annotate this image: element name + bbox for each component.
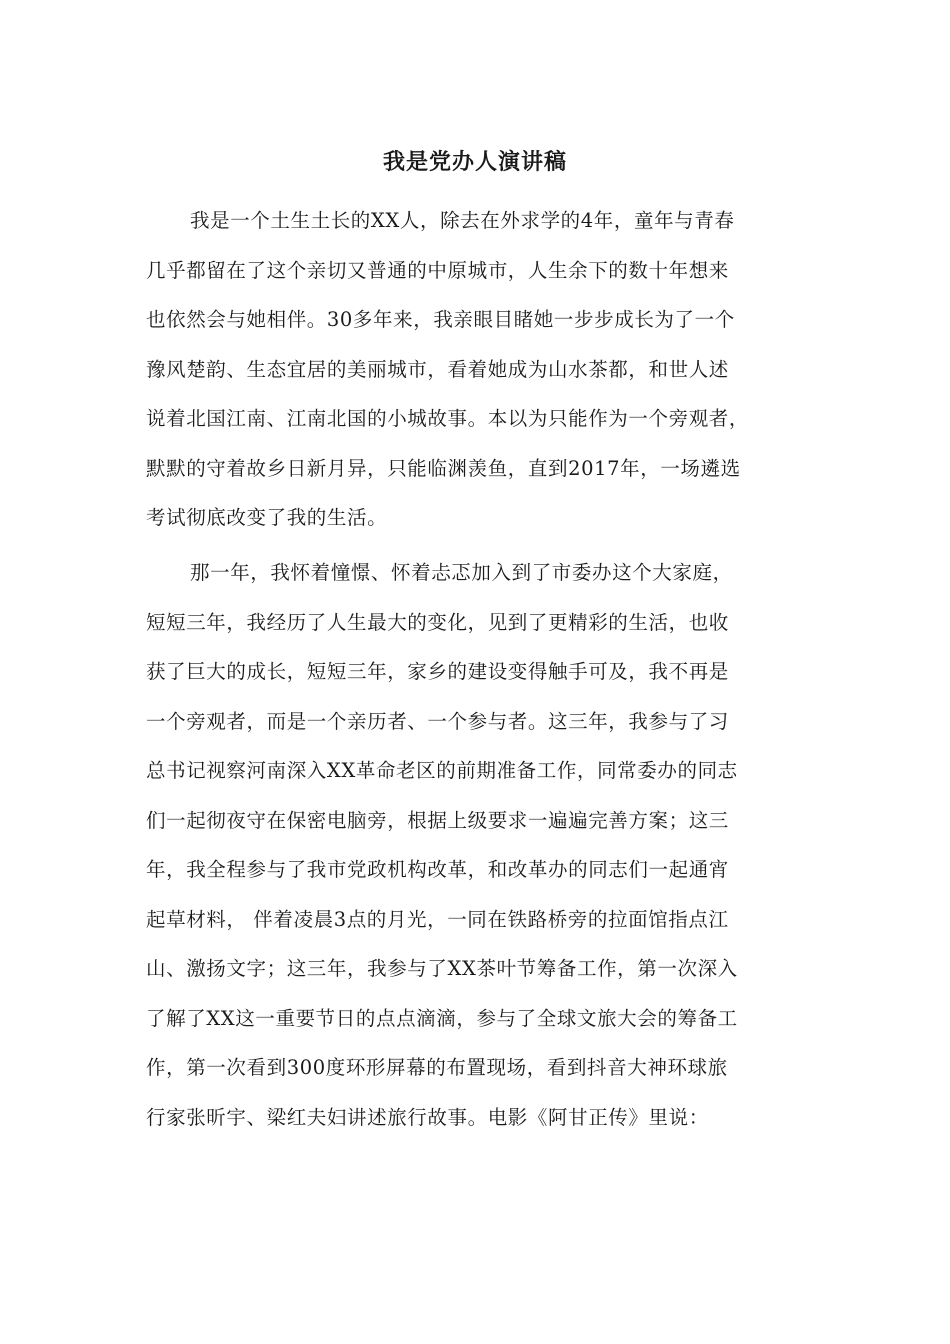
document-title: 我是党办人演讲稿 [382, 149, 567, 175]
paragraph-line: 默默的守着故乡日新月异，只能临渊羡鱼，直到2017年，一场遴选 [146, 456, 741, 480]
paragraph-line: 我是一个土生土长的XX人，除去在外求学的4年，童年与青春 [190, 209, 735, 232]
paragraph-line: 作，第一次看到300度环形屏幕的布置现场，看到抖音大神环球旅 [146, 1056, 728, 1079]
paragraph-1 [146, 196, 806, 543]
paragraph-line: 那一年，我怀着憧憬、怀着忐忑加入到了市委办这个大家庭， [190, 561, 733, 584]
paragraph-line: 年，我全程参与了我市党政机构改革，和改革办的同志们一起通宵 [146, 858, 729, 881]
paragraph-line: 起草材料， 伴着凌晨3点的月光，一同在铁路桥旁的拉面馆指点江 [146, 907, 729, 931]
paragraph-line: 获了巨大的成长，短短三年，家乡的建设变得触手可及，我不再是 [146, 660, 729, 683]
paragraph-line: 行家张昕宇、梁红夫妇讲述旅行故事。电影《阿甘正传》里说： [146, 1105, 709, 1129]
paragraph-line: 总书记视察河南深入XX革命老区的前期准备工作，同常委办的同志 [146, 759, 738, 782]
paragraph-line: 几乎都留在了这个亲切又普通的中原城市，人生余下的数十年想来 [146, 258, 729, 282]
paragraph-line: 一个旁观者，而是一个亲历者、一个参与者。这三年，我参与了习 [146, 709, 729, 733]
paragraph-line: 考试彻底改变了我的生活。 [146, 506, 388, 529]
paragraph-line: 们一起彻夜守在保密电脑旁，根据上级要求一遍遍完善方案；这三 [146, 808, 729, 832]
paragraph-line: 短短三年，我经历了人生最大的变化，见到了更精彩的生活，也收 [146, 610, 729, 634]
paragraph-line: 说着北国江南、江南北国的小城故事。本以为只能作为一个旁观者， [146, 407, 750, 430]
paragraph-line: 山、激扬文字；这三年，我参与了XX茶叶节筹备工作，第一次深入 [146, 957, 738, 980]
paragraph-2 [146, 548, 806, 1142]
paragraph-line: 豫风楚韵、生态宜居的美丽城市，看着她成为山水茶都，和世人述 [146, 357, 729, 381]
paragraph-line: 了解了XX这一重要节日的点点滴滴，参与了全球文旅大会的筹备工 [146, 1006, 738, 1030]
paragraph-line: 也依然会与她相伴。30多年来，我亲眼目睹她一步步成长为了一个 [146, 308, 735, 331]
